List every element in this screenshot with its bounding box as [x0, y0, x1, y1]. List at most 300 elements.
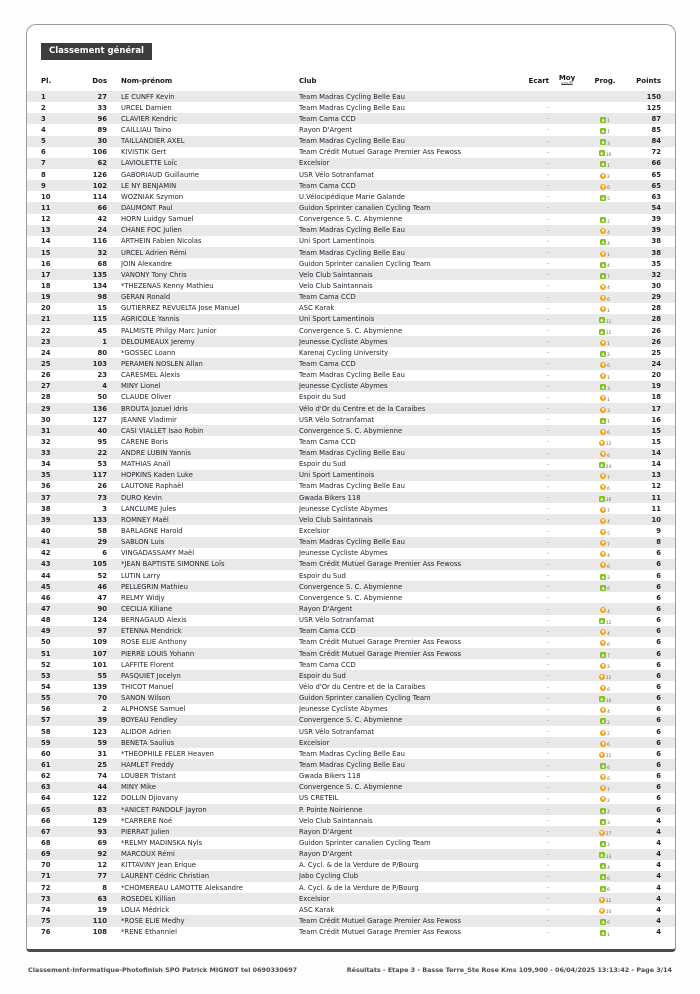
progress-icon: ▼ [601, 607, 605, 613]
club-cell: Guidon Sprinter canalien Cycling Team [299, 203, 431, 212]
progress-cell [585, 750, 625, 758]
progress-icon: ▲ [601, 718, 605, 724]
progress-icon: ▼ [601, 629, 605, 635]
bib-cell: 139 [92, 683, 107, 692]
points-cell: 85 [651, 125, 661, 134]
progress-cell [585, 159, 625, 167]
bib-cell: 45 [97, 326, 107, 335]
club-cell: Guidon Sprinter canalien Cycling Team [299, 694, 431, 703]
progress-icon: ▲ [601, 763, 605, 768]
table-row [27, 102, 675, 113]
table-row [27, 136, 675, 147]
points-cell: 6 [656, 683, 661, 692]
bib-cell: 126 [92, 170, 107, 179]
bib-cell: 19 [97, 905, 107, 914]
progress-cell [585, 148, 625, 156]
bib-cell: 33 [97, 103, 107, 112]
points-cell: 4 [656, 905, 661, 914]
rank-cell: 14 [41, 237, 51, 246]
rank-cell: 35 [41, 471, 51, 480]
table-row [27, 481, 675, 492]
gap-cell: - [546, 494, 549, 502]
club-cell: Team Cama CCD [299, 660, 356, 669]
bib-cell: 117 [92, 471, 107, 480]
rider-name-cell: CLAUDE Oliver [121, 393, 172, 402]
progress-icon: ▼ [601, 729, 605, 735]
progress-count: 1 [607, 119, 610, 123]
club-cell: Team Cama CCD [299, 627, 356, 636]
col-average-unit: km/h [561, 81, 573, 87]
club-cell: Convergence S. C. Abymienne [299, 326, 403, 335]
points-cell: 4 [656, 894, 661, 903]
progress-count: 1 [607, 342, 610, 346]
points-cell: 9 [656, 527, 661, 536]
rank-cell: 25 [41, 359, 51, 368]
rider-name-cell: DURO Kevin [121, 493, 162, 502]
club-cell: Guidon Sprinter canalien Cycling Team [299, 838, 431, 847]
gap-cell: - [546, 304, 549, 312]
rider-name-cell: HORN Luidgy Samuel [121, 215, 194, 224]
gap-cell: - [546, 193, 549, 201]
progress-count: 6 [607, 364, 610, 368]
rank-cell: 6 [41, 148, 46, 157]
gap-cell: - [546, 237, 549, 245]
bib-cell: 40 [97, 426, 107, 435]
table-row [27, 559, 675, 570]
bib-cell: 63 [97, 894, 107, 903]
rider-name-cell: MINY Lionel [121, 382, 161, 391]
points-cell: 6 [656, 694, 661, 703]
progress-cell [585, 616, 625, 624]
progress-icon: ▲ [601, 807, 605, 813]
rank-cell: 20 [41, 304, 51, 313]
rider-name-cell: KITTAVINY Jean Erique [121, 861, 196, 870]
progress-count: 2 [607, 843, 610, 847]
club-cell: Team Madras Cycling Belle Eau [299, 371, 405, 380]
bib-cell: 32 [97, 248, 107, 257]
rider-name-cell: CARENE Boris [121, 437, 168, 446]
points-cell: 4 [656, 928, 661, 937]
table-row [27, 403, 675, 414]
club-cell: Team Cama CCD [299, 437, 356, 446]
progress-icon: ▲ [600, 317, 604, 323]
points-cell: 4 [656, 838, 661, 847]
progress-icon: ▲ [600, 495, 604, 501]
gap-cell: - [546, 750, 549, 758]
table-row [27, 113, 675, 124]
progress-count: 7 [607, 275, 610, 279]
bib-cell: 95 [97, 437, 107, 446]
table-row [27, 236, 675, 247]
rider-name-cell: URCEL Adrien Rémi [121, 248, 187, 257]
bib-cell: 77 [97, 872, 107, 881]
progress-cell [585, 538, 625, 546]
bib-cell: 107 [92, 649, 107, 658]
table-row [27, 537, 675, 548]
progress-count: 2 [607, 219, 610, 224]
progress-icon: ▼ [601, 250, 605, 256]
progress-count: 7 [607, 787, 610, 792]
table-row [27, 180, 675, 191]
col-name: Nom-prénom [121, 77, 173, 85]
gap-cell: - [546, 839, 549, 847]
rank-cell: 44 [41, 571, 51, 580]
progress-count: 2 [607, 576, 610, 580]
gap-cell: - [546, 349, 549, 357]
gap-cell: - [546, 594, 549, 602]
points-cell: 4 [656, 872, 661, 881]
bib-cell: 129 [92, 816, 107, 825]
gap-cell: - [546, 293, 549, 301]
rider-name-cell: PIERRAT Julien [121, 827, 170, 836]
club-cell: Team Crédit Mutuel Garage Premier Ass Fewoss [299, 916, 462, 925]
gap-cell: - [546, 583, 549, 591]
progress-icon: ▲ [601, 863, 605, 869]
rank-cell: 73 [41, 894, 51, 903]
progress-icon: ▼ [600, 829, 604, 835]
progress-count: 1 [607, 253, 610, 257]
table-row [27, 793, 675, 804]
rider-name-cell: ARTHEIN Fabien Nicolas [121, 237, 202, 246]
club-cell: Vélo d'Or du Centre et de la Caraibes [299, 683, 426, 692]
progress-icon: ▼ [601, 228, 605, 234]
club-cell: Vélo d'Or du Centre et de la Caraibes [299, 404, 426, 413]
gap-cell: - [546, 861, 549, 869]
gap-cell: - [546, 393, 549, 401]
bib-cell: 42 [97, 215, 107, 224]
club-cell: Jeunesse Cycliste Abymes [299, 337, 388, 346]
club-cell: Team Cama CCD [299, 293, 356, 302]
bib-cell: 46 [97, 582, 107, 591]
progress-cell [585, 282, 625, 290]
gap-cell: - [546, 460, 549, 468]
club-cell: Espoir du Sud [299, 460, 346, 469]
progress-count: 6 [607, 743, 610, 747]
rank-cell: 63 [41, 783, 51, 792]
points-cell: 125 [646, 103, 661, 112]
rank-cell: 15 [41, 248, 51, 257]
club-cell: Convergence S. C. Abymienne [299, 783, 403, 792]
club-cell: U.Vélocipédique Marie Galande [299, 192, 406, 201]
points-cell: 28 [651, 315, 661, 324]
points-cell: 17 [651, 404, 661, 413]
progress-icon: ▼ [601, 339, 605, 345]
points-cell: 14 [651, 460, 661, 469]
col-average-label: Moy [558, 74, 576, 82]
gap-cell: - [546, 627, 549, 635]
rank-cell: 24 [41, 348, 51, 357]
rider-name-cell: PALMISTE Philgy Marc Junior [121, 326, 217, 335]
rank-cell: 76 [41, 928, 51, 937]
points-cell: 15 [651, 437, 661, 446]
gap-cell: - [546, 806, 549, 814]
rider-name-cell: ALIDOR Adrien [121, 727, 171, 736]
club-cell: Team Crédit Mutuel Garage Premier Ass Fewoss [299, 638, 462, 647]
progress-count: 7 [607, 542, 610, 547]
club-cell: Convergence S. C. Abymienne [299, 716, 403, 725]
rider-name-cell: LAUTONE Raphaël [121, 482, 184, 491]
progress-count: 4 [607, 553, 610, 558]
rank-cell: 5 [41, 137, 46, 146]
progress-count: 3 [607, 821, 610, 825]
progress-cell [585, 627, 625, 635]
progress-count: 2 [607, 798, 610, 803]
points-cell: 84 [651, 137, 661, 146]
table-row [27, 904, 675, 915]
rider-name-cell: MARCOUX Rémi [121, 850, 175, 859]
rank-cell: 10 [41, 192, 51, 201]
bib-cell: 73 [97, 493, 107, 502]
points-cell: 35 [651, 259, 661, 268]
rider-name-cell: *GOSSEC Loann [121, 348, 176, 357]
rider-name-cell: LAFFITE Florent [121, 660, 174, 669]
bib-cell: 44 [97, 783, 107, 792]
gap-cell: - [546, 616, 549, 624]
progress-count: 1 [607, 308, 610, 313]
points-cell: 8 [656, 538, 661, 547]
gap-cell: - [546, 761, 549, 769]
progress-cell [585, 917, 625, 925]
bib-cell: 98 [97, 293, 107, 302]
points-cell: 38 [651, 237, 661, 246]
gap-cell: - [546, 739, 549, 747]
progress-count: 6 [607, 431, 610, 435]
gap-cell: - [546, 895, 549, 903]
table-row [27, 336, 675, 347]
rank-cell: 66 [41, 816, 51, 825]
points-cell: 29 [651, 293, 661, 302]
rank-cell: 42 [41, 549, 51, 558]
progress-icon: ▼ [601, 551, 605, 557]
rank-cell: 40 [41, 527, 51, 536]
points-cell: 6 [656, 772, 661, 781]
progress-cell [585, 482, 625, 490]
club-cell: Velo Club Saintannais [299, 270, 373, 279]
progress-cell [585, 405, 625, 413]
progress-icon: ▼ [601, 361, 605, 367]
bib-cell: 122 [92, 794, 107, 803]
progress-count: 3 [607, 141, 610, 146]
rank-cell: 13 [41, 226, 51, 235]
points-cell: 32 [651, 270, 661, 279]
progress-cell [585, 605, 625, 613]
points-cell: 11 [651, 493, 661, 502]
bib-cell: 3 [102, 504, 107, 513]
table-row [27, 425, 675, 436]
progress-icon: ▼ [601, 517, 605, 523]
progress-count: 6 [607, 564, 610, 569]
rider-name-cell: CASI VIALLET Isao Robin [121, 426, 204, 435]
progress-cell [585, 638, 625, 646]
rider-name-cell: HOPKINS Kaden Luke [121, 471, 193, 480]
table-row [27, 225, 675, 236]
progress-icon: ▼ [601, 172, 605, 178]
bib-cell: 105 [92, 560, 107, 569]
gap-cell: - [546, 694, 549, 702]
progress-cell [585, 349, 625, 357]
progress-count: 11 [605, 319, 612, 324]
points-cell: 6 [656, 605, 661, 614]
gap-cell: - [546, 148, 549, 156]
rank-cell: 49 [41, 627, 51, 636]
gap-cell: - [546, 549, 549, 557]
bib-cell: 83 [97, 805, 107, 814]
points-cell: 4 [656, 850, 661, 859]
rider-name-cell: CARESMEL Alexis [121, 371, 180, 380]
gap-cell: - [546, 115, 549, 123]
col-bib: Dos [92, 77, 107, 85]
progress-icon: ▲ [600, 150, 604, 156]
points-cell: 66 [651, 159, 661, 168]
club-cell: Team Madras Cycling Belle Eau [299, 482, 405, 491]
progress-cell [585, 828, 625, 836]
bib-cell: 136 [92, 404, 107, 413]
progress-count: 7 [607, 509, 610, 513]
progress-cell [585, 872, 625, 880]
page-footer [28, 966, 672, 974]
gap-cell: - [546, 505, 549, 513]
progress-icon: ▼ [601, 707, 605, 713]
progress-count: 12 [605, 620, 612, 625]
club-cell: Team Crédit Mutuel Garage Premier Ass Fewoss [299, 148, 462, 157]
bib-cell: 89 [97, 125, 107, 134]
club-cell: ASC Karak [299, 905, 335, 914]
rank-cell: 12 [41, 215, 51, 224]
rider-name-cell: ALPHONSE Samuel [121, 705, 186, 714]
rider-name-cell: DOLLIN Djiovany [121, 794, 179, 803]
progress-cell [585, 249, 625, 257]
points-cell: 12 [651, 482, 661, 491]
progress-cell [585, 237, 625, 245]
points-cell: 14 [651, 449, 661, 458]
rider-name-cell: BOYEAU Fendley [121, 716, 178, 725]
progress-count: 6 [607, 888, 610, 892]
points-cell: 150 [646, 92, 661, 101]
rider-name-cell: ANDRE LUBIN Yannis [121, 449, 191, 458]
progress-icon: ▲ [601, 127, 605, 133]
rider-name-cell: GABORIAUD Guillaume [121, 170, 200, 179]
table-row [27, 871, 675, 882]
progress-icon: ▼ [601, 506, 605, 512]
progress-cell [585, 895, 625, 903]
points-cell: 28 [651, 304, 661, 313]
progress-icon: ▲ [601, 885, 605, 891]
club-cell: ASC Karak [299, 304, 335, 313]
bib-cell: 109 [92, 638, 107, 647]
club-cell: Team Crédit Mutuel Garage Premier Ass Fewoss [299, 928, 462, 937]
rank-cell: 55 [41, 694, 51, 703]
progress-count: 4 [607, 631, 610, 636]
progress-icon: ▼ [600, 751, 604, 757]
points-cell: 4 [656, 883, 661, 892]
club-cell: Espoir du Sud [299, 393, 346, 402]
table-row [27, 202, 675, 213]
rider-name-cell: DAUMONT Paul [121, 203, 173, 212]
bib-cell: 8 [102, 883, 107, 892]
gap-cell: - [546, 772, 549, 780]
points-cell: 26 [651, 326, 661, 335]
points-cell: 6 [656, 738, 661, 747]
table-row [27, 826, 675, 837]
club-cell: A. Cycl. & de la Verdure de P/Bourg [299, 883, 419, 892]
rider-name-cell: BENETA Saulius [121, 738, 175, 747]
progress-cell [585, 583, 625, 591]
progress-cell [585, 850, 625, 858]
bib-cell: 25 [97, 761, 107, 769]
gap-cell: - [546, 783, 549, 791]
gap-cell: - [546, 817, 549, 825]
points-cell: 6 [656, 616, 661, 625]
table-row [27, 525, 675, 536]
club-cell: Uni Sport Lamentinois [299, 471, 375, 480]
progress-cell [585, 471, 625, 479]
table-row [27, 214, 675, 225]
bib-cell: 97 [97, 627, 107, 636]
club-cell: Team Madras Cycling Belle Eau [299, 761, 405, 769]
progress-count: 1 [607, 397, 610, 402]
gap-cell: - [546, 906, 549, 914]
bib-cell: 6 [102, 549, 107, 558]
rider-name-cell: *THEZENAS Kenny Mathieu [121, 281, 214, 290]
progress-count: 1 [607, 163, 610, 168]
rider-name-cell: VANONY Tony Chris [121, 270, 187, 279]
table-row [27, 280, 675, 291]
bib-cell: 29 [97, 538, 107, 547]
table-row [27, 124, 675, 135]
progress-icon: ▲ [600, 618, 604, 624]
points-cell: 26 [651, 337, 661, 346]
progress-icon: ▲ [601, 573, 605, 579]
gap-cell: - [546, 527, 549, 535]
progress-icon: ▲ [600, 852, 604, 858]
club-cell: Rayon D'Argent [299, 605, 353, 614]
progress-icon: ▼ [601, 796, 605, 802]
club-cell: Team Madras Cycling Belle Eau [299, 103, 405, 112]
club-cell: Jeunesse Cycliste Abymes [299, 705, 388, 714]
progress-icon: ▼ [601, 484, 605, 490]
progress-icon: ▼ [601, 640, 605, 646]
progress-count: 4 [607, 241, 610, 246]
gap-cell: - [546, 605, 549, 613]
rank-cell: 29 [41, 404, 51, 413]
bib-cell: 103 [92, 359, 107, 368]
club-cell: USR Vélo Sotranfamat [299, 727, 375, 736]
gap-cell: - [546, 249, 549, 257]
progress-cell [585, 304, 625, 312]
gap-cell: - [546, 226, 549, 234]
bib-cell: 39 [97, 716, 107, 725]
points-cell: 63 [651, 192, 661, 201]
club-cell: Team Crédit Mutuel Garage Premier Ass Fewoss [299, 560, 462, 569]
points-cell: 6 [656, 761, 661, 769]
table-row [27, 693, 675, 704]
points-cell: 38 [651, 248, 661, 257]
club-cell: Team Madras Cycling Belle Eau [299, 248, 405, 257]
points-cell: 10 [651, 515, 661, 524]
club-cell: Team Cama CCD [299, 359, 356, 368]
progress-count: 4 [607, 230, 610, 235]
gap-cell: - [546, 716, 549, 724]
progress-cell [585, 716, 625, 724]
gap-cell: - [546, 794, 549, 802]
rider-name-cell: LOLIA Médrick [121, 905, 170, 914]
rider-name-cell: JEANNE Vladimir [121, 415, 177, 424]
bib-cell: 59 [97, 738, 107, 747]
progress-cell [585, 728, 625, 736]
progress-cell [585, 193, 625, 201]
points-cell: 6 [656, 727, 661, 736]
progress-count: 10 [605, 910, 612, 914]
